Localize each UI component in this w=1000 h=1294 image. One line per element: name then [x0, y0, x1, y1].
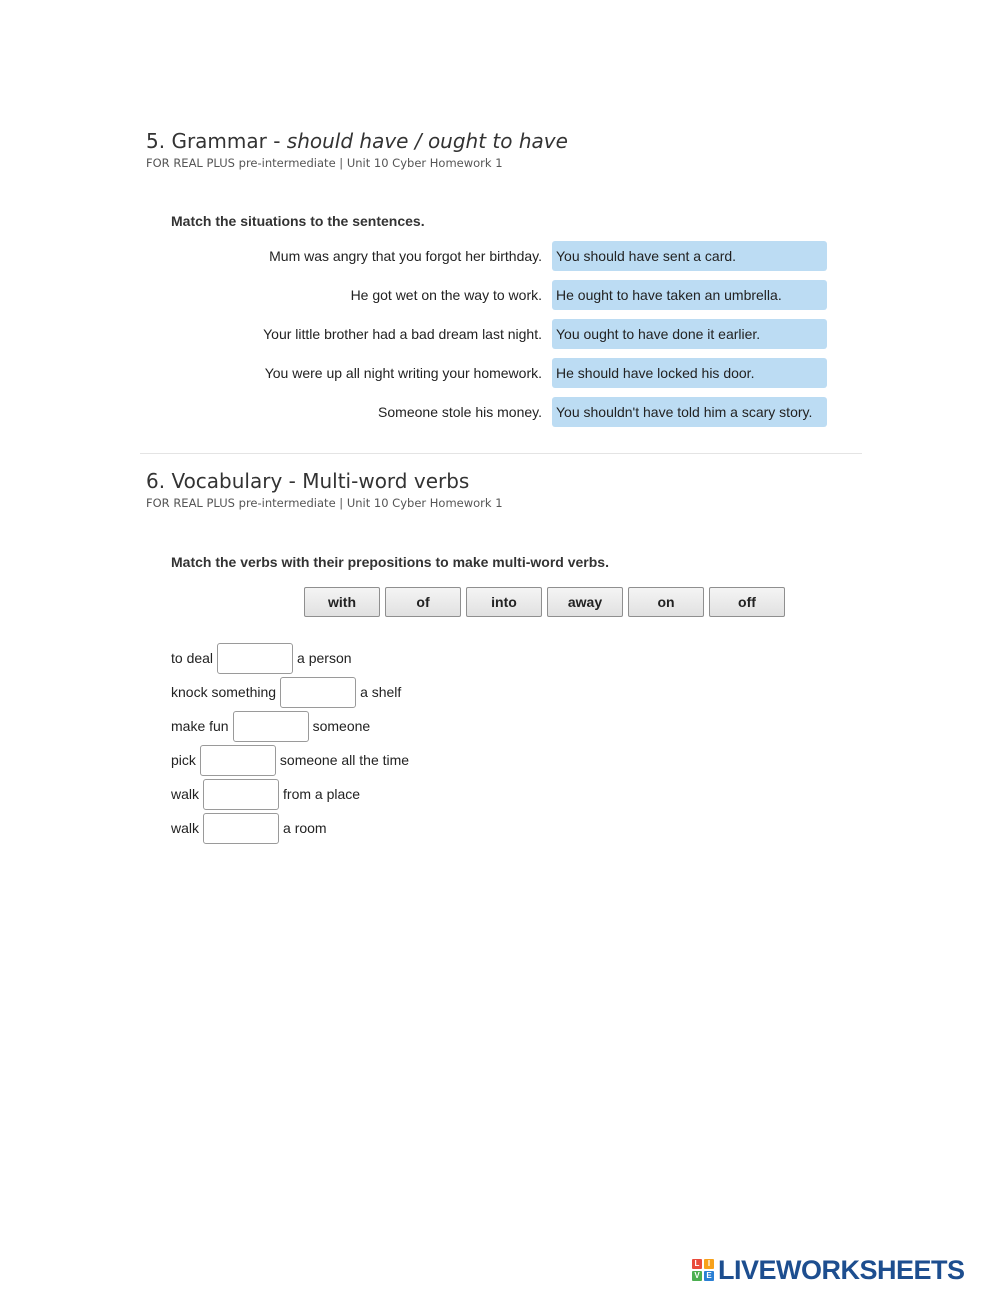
- verb-item: [171, 642, 352, 674]
- match-row: [150, 358, 830, 388]
- logo-text: LIVEWORKSHEETS: [718, 1254, 965, 1285]
- logo-letter: E: [704, 1271, 714, 1281]
- verb-after: someone: [312, 718, 371, 734]
- section-divider: [140, 453, 862, 454]
- match-row: [150, 241, 830, 271]
- section6-instruction: Match the verbs with their prepositions to make multi-word verbs.: [171, 554, 609, 570]
- drop-blank[interactable]: [280, 677, 356, 708]
- drop-blank[interactable]: [203, 813, 279, 844]
- verb-item: [171, 744, 409, 776]
- sentence-card[interactable]: You shouldn't have told him a scary story.: [552, 397, 827, 427]
- match-row: [150, 397, 830, 427]
- verb-item: [171, 676, 401, 708]
- logo-letter: V: [692, 1271, 702, 1281]
- logo-letter: I: [704, 1259, 714, 1269]
- verb-before: pick: [171, 752, 196, 768]
- verb-after: from a place: [283, 786, 361, 802]
- verb-before: walk: [171, 820, 200, 836]
- verb-after: someone all the time: [279, 752, 410, 768]
- verb-item: [171, 812, 327, 844]
- drop-blank[interactable]: [200, 745, 276, 776]
- verb-before: walk: [171, 786, 200, 802]
- verb-after: a person: [297, 650, 352, 666]
- verb-item: [171, 710, 370, 742]
- situation-text: Someone stole his money.: [378, 404, 542, 420]
- section5-title-italic: should have / ought to have: [286, 129, 568, 153]
- drop-blank[interactable]: [203, 779, 279, 810]
- sentence-card[interactable]: He ought to have taken an umbrella.: [552, 280, 827, 310]
- word-chip-of[interactable]: of: [385, 587, 461, 617]
- word-chip-into[interactable]: into: [466, 587, 542, 617]
- sentence-card[interactable]: You ought to have done it earlier.: [552, 319, 827, 349]
- situation-text: He got wet on the way to work.: [350, 287, 542, 303]
- section5-instruction: Match the situations to the sentences.: [171, 213, 425, 229]
- sentence-card[interactable]: He should have locked his door.: [552, 358, 827, 388]
- word-chip-away[interactable]: away: [547, 587, 623, 617]
- word-chip-with[interactable]: with: [304, 587, 380, 617]
- match-row: [150, 319, 830, 349]
- verb-before: knock something: [171, 684, 277, 700]
- drop-blank[interactable]: [233, 711, 309, 742]
- match-row: [150, 280, 830, 310]
- verb-before: make fun: [171, 718, 229, 734]
- section5-title: [146, 129, 568, 153]
- section5-subtitle: FOR REAL PLUS pre-intermediate | Unit 10 Cyber Homework 1: [146, 156, 503, 170]
- sentence-card[interactable]: You should have sent a card.: [552, 241, 827, 271]
- drop-blank[interactable]: [217, 643, 293, 674]
- verb-after: a shelf: [360, 684, 402, 700]
- situation-text: Your little brother had a bad dream last night.: [263, 326, 542, 342]
- word-chip-on[interactable]: on: [628, 587, 704, 617]
- word-chip-off[interactable]: off: [709, 587, 785, 617]
- logo-mark-icon: [692, 1259, 714, 1281]
- section6-title: 6. Vocabulary - Multi-word verbs: [146, 469, 470, 493]
- verb-before: to deal: [171, 650, 214, 666]
- situation-text: Mum was angry that you forgot her birthday.: [269, 248, 542, 264]
- verb-item: [171, 778, 360, 810]
- verb-after: a room: [283, 820, 327, 836]
- section5-title-prefix: 5. Grammar -: [146, 129, 287, 153]
- section6-subtitle: FOR REAL PLUS pre-intermediate | Unit 10 Cyber Homework 1: [146, 496, 503, 510]
- logo-letter: L: [692, 1259, 702, 1269]
- situation-text: You were up all night writing your homework.: [264, 365, 542, 381]
- liveworksheets-logo: [692, 1255, 965, 1285]
